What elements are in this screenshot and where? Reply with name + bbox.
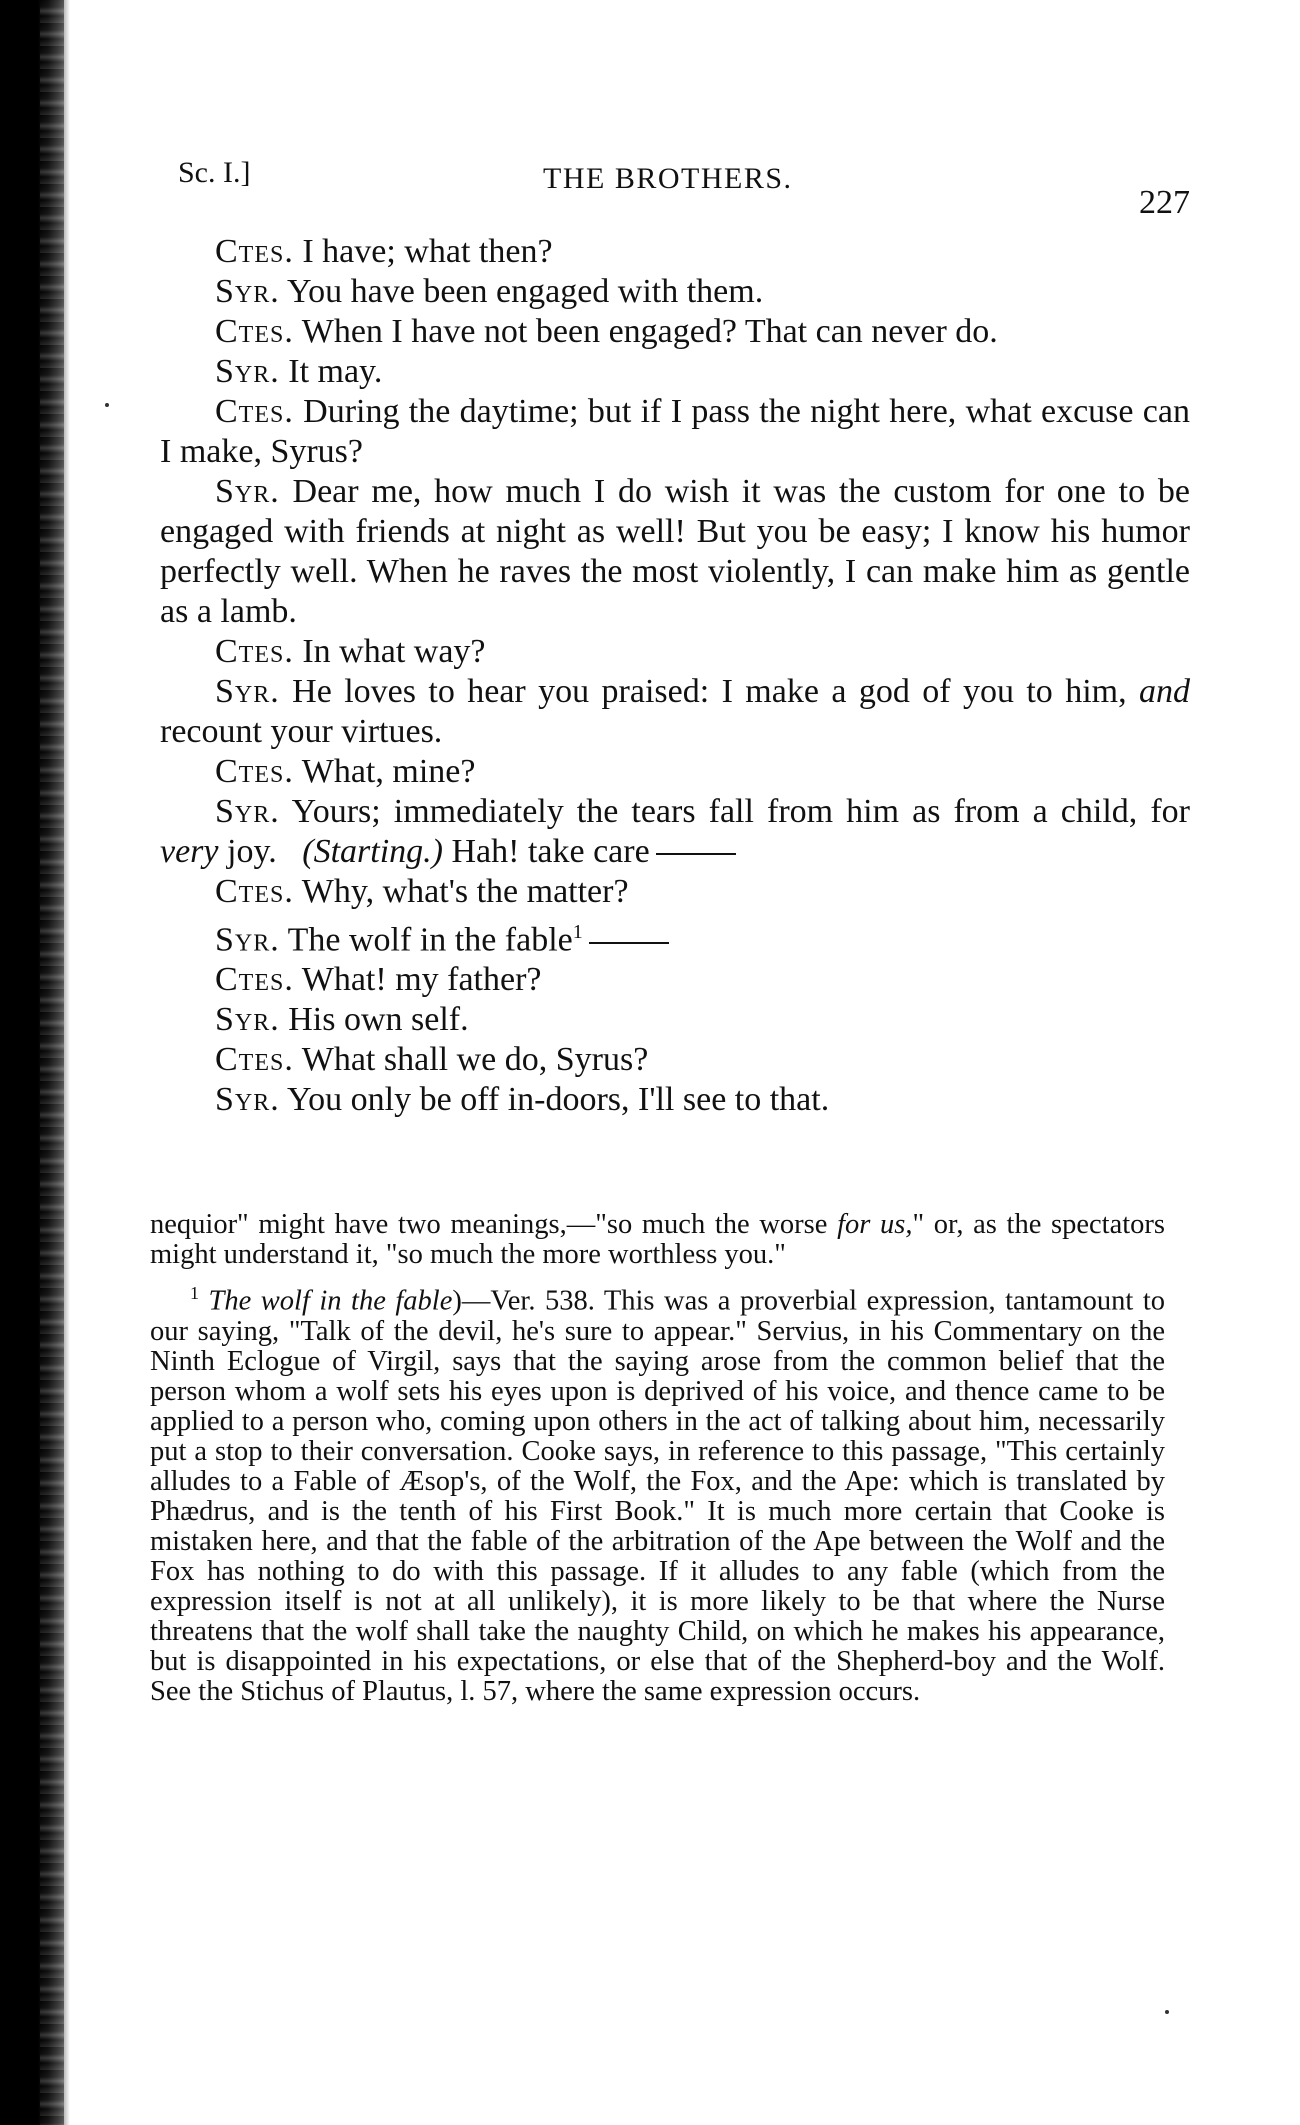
em-dash-rule — [589, 942, 669, 944]
line-text: Hah! take care — [451, 833, 650, 870]
speaker-name: Syr. — [215, 1001, 280, 1039]
speaker-name: Syr. — [215, 921, 280, 959]
speaker-name: Syr. — [215, 473, 280, 510]
dialogue-line — [160, 1040, 1190, 1080]
em-dash-rule — [656, 853, 736, 855]
line-text: What! my father? — [301, 961, 542, 999]
speaker-name: Ctes. — [215, 961, 294, 999]
line-text: Yours; immediately the tears fall from him as from a child, for — [291, 793, 1190, 830]
book-spine-texture — [40, 0, 64, 2125]
italic-word: and — [1139, 673, 1190, 710]
line-text: During the daytime; but if I pass the night here, what excuse can I make, Syrus? — [160, 393, 1190, 470]
footnote-1 — [150, 1278, 1165, 1707]
line-text: recount your virtues. — [160, 713, 443, 750]
speaker-name: Ctes. — [215, 393, 294, 430]
running-header — [178, 150, 1190, 220]
line-text: When I have not been engaged? That can never do. — [301, 313, 998, 350]
dialogue-line — [160, 672, 1190, 752]
line-text: joy. — [227, 833, 277, 870]
line-text: His own self. — [288, 1001, 469, 1039]
speaker-name: Ctes. — [215, 1041, 294, 1079]
footnotes — [150, 1210, 1165, 1707]
footnote-ref: 1 — [572, 921, 583, 943]
stage-direction: (Starting.) — [302, 833, 443, 870]
print-speck — [105, 403, 109, 407]
footnote-text: nequior" might have two meanings,—"so much the worse — [150, 1209, 828, 1240]
line-text: You only be off in-doors, I'll see to that. — [287, 1081, 830, 1119]
speaker-name: Syr. — [215, 793, 280, 830]
dialogue-line — [160, 792, 1190, 872]
speaker-name: Syr. — [215, 273, 280, 310]
dialogue-line — [160, 632, 1190, 672]
page-title: THE BROTHERS. — [543, 162, 793, 195]
line-text: What, mine? — [301, 753, 476, 790]
dialogue-line — [160, 960, 1190, 1000]
print-speck — [1165, 2010, 1169, 2014]
dialogue-line — [160, 912, 1190, 960]
section-label: Sc. I.] — [178, 156, 251, 189]
speaker-name: Ctes. — [215, 233, 294, 270]
speaker-name: Ctes. — [215, 753, 294, 790]
footnote-lemma: The wolf in the fable — [208, 1285, 453, 1317]
line-text: In what way? — [302, 633, 486, 670]
footnote-text: )—Ver. 538. This was a proverbial expression, tantamount to our saying, "Talk of the devil, he's sure to appear." Servius, in his Commentary on the Ninth Eclogue of Virgil, says that the saying arose from the common belief that the person whom a wolf sets his eyes upon is deprived of his voice, and thence came to be applied to a person who, coming upon others in the act of talking about him, necessarily put a stop to their conversation. Cooke says, in reference to this passage, "This certainly alludes to a Fable of Æsop's, of the Wolf, the Fox, and the Ape: which is translated by Phædrus, and is the tenth of his First Book." It is much more certain that Cooke is mistaken here, and that the fable of the arbitration of the Ape between the Wolf and the Fox has nothing to do with this passage. If it alludes to any fable (which from the expression itself is not at all unlikely), it is more likely to be that where the Nurse threatens that the wolf shall take the naughty Child, on which he makes his appearance, but is disappointed in his expectations, or else that of the Shepherd-boy and the Wolf. See the Stichus of Plautus, l. 57, where the same expression occurs. — [150, 1285, 1165, 1707]
dialogue-line — [160, 312, 1190, 352]
speaker-name: Syr. — [215, 353, 280, 390]
footnote-text: " or, as the spectators might understand it, "so much the more worthless you." — [150, 1209, 1165, 1270]
line-text: What shall we do, Syrus? — [301, 1041, 649, 1079]
italic-word: very — [160, 833, 219, 870]
line-text: He loves to hear you praised: I make a god of you to him, — [292, 673, 1127, 710]
dialogue-line — [160, 392, 1190, 472]
line-text: Why, what's the matter? — [301, 873, 629, 910]
italic-phrase: for us, — [837, 1209, 913, 1240]
speaker-name: Ctes. — [215, 313, 294, 350]
dialogue-line — [160, 352, 1190, 392]
speaker-name: Syr. — [215, 1081, 280, 1119]
line-text: You have been engaged with them. — [287, 273, 764, 310]
dialogue-line — [160, 1080, 1190, 1120]
page-number: 227 — [1139, 184, 1190, 221]
line-text: I have; what then? — [302, 233, 553, 270]
speaker-name: Ctes. — [215, 633, 294, 670]
dialogue-text — [160, 232, 1190, 1120]
footnote-continuation — [150, 1210, 1165, 1270]
line-text: It may. — [288, 353, 383, 390]
dialogue-line — [160, 472, 1190, 632]
speaker-name: Syr. — [215, 673, 280, 710]
line-text: The wolf in the fable — [287, 921, 573, 959]
dialogue-line — [160, 272, 1190, 312]
speaker-name: Ctes. — [215, 873, 294, 910]
line-text: Dear me, how much I do wish it was the custom for one to be engaged with friends at night as well! But you be easy; I know his humor perfectly well. When he raves the most violently, I can make him as gentle as a lamb. — [160, 473, 1190, 630]
footnote-marker: 1 — [190, 1283, 199, 1303]
dialogue-line — [160, 1000, 1190, 1040]
dialogue-line — [160, 752, 1190, 792]
dialogue-line — [160, 232, 1190, 272]
dialogue-line — [160, 872, 1190, 912]
